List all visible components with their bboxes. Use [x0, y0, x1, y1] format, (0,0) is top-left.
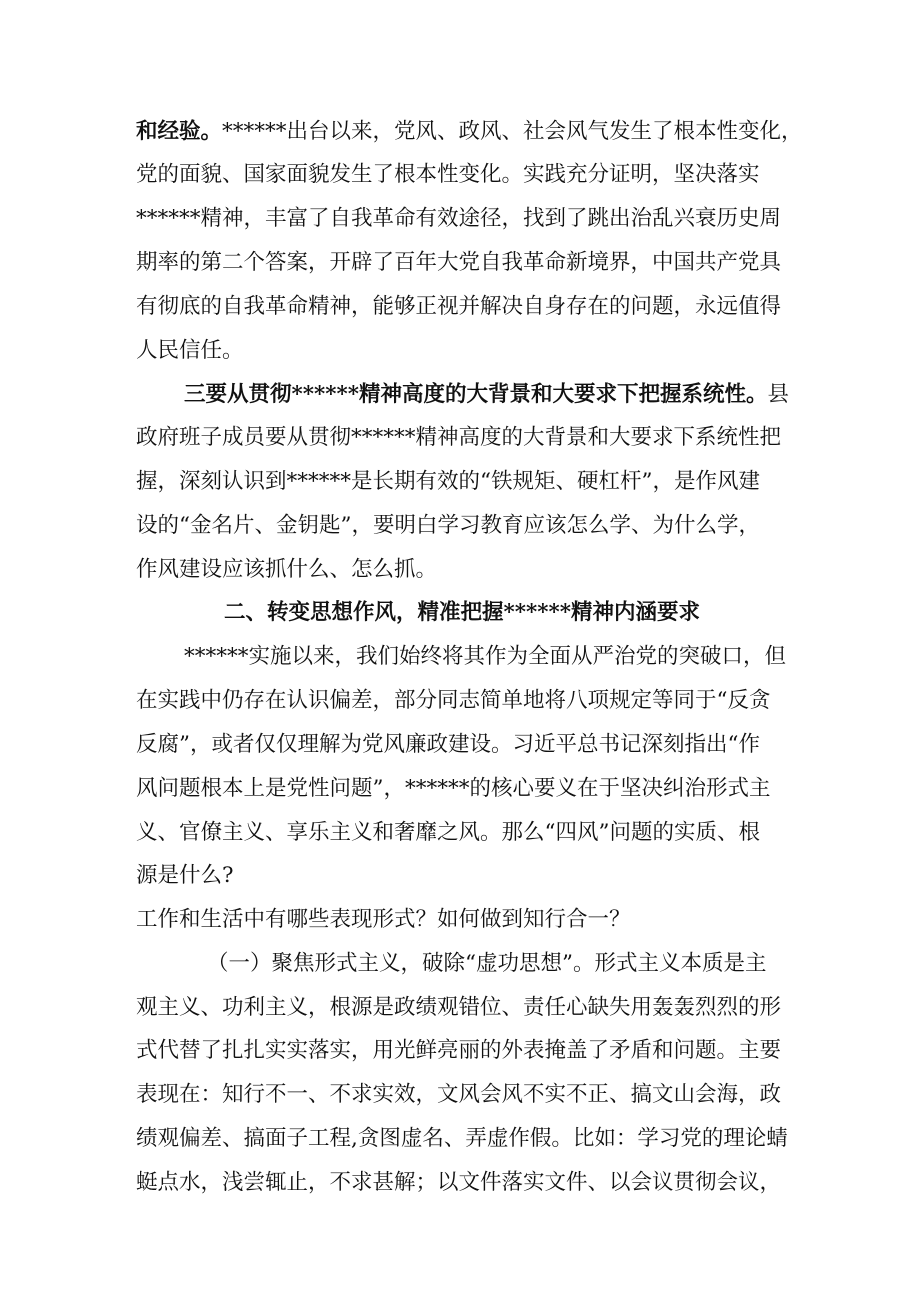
bold-lead-text: 和经验。: [136, 119, 223, 144]
paragraph-line: 观主义、功利主义，根源是政绩观错位、责任心缺失用轰轰烈烈的形: [136, 995, 782, 1020]
paragraph-line: [184, 380, 789, 410]
paragraph-line: 表现在：知行不一、不求实效，文风会风不实不正、搞文山会海，政: [136, 1082, 782, 1107]
paragraph-line: 风问题根本上是党性问题”，******的核心要义在于坚决纠治形式主: [136, 776, 771, 801]
line-text: 县: [767, 382, 789, 407]
paragraph-line: 党的面貌、国家面貌发生了根本性变化。实践充分证明，坚决落实: [136, 162, 760, 187]
paragraph-line: 绩观偏差、搞面子工程,贪图虚名、弄虚作假。比如：学习党的理论蜻: [136, 1126, 788, 1151]
bold-lead-text: 三要从贯彻******精神高度的大背景和大要求下把握系统性。: [184, 382, 768, 407]
paragraph-line: [136, 117, 803, 147]
paragraph-line: 政府班子成员要从贯彻******精神高度的大背景和大要求下系统性把: [136, 425, 782, 450]
paragraph-line: 人民信任。: [136, 338, 244, 363]
paragraph-line: 设的“金名片、金钥匙”，要明白学习教育应该怎么学、为什么学，: [136, 513, 760, 538]
paragraph-line: 反腐”，或者仅仅理解为党风廉政建设。习近平总书记深刻指出“作: [136, 732, 760, 757]
paragraph-line: 义、官僚主义、享乐主义和奢靡之风。那么“四风”问题的实质、根: [136, 820, 760, 845]
paragraph-line: 蜓点水，浅尝辄止，不求甚解；以文件落实文件、以会议贯彻会议，: [136, 1170, 782, 1195]
paragraph-line: 期率的第二个答案，开辟了百年大党自我革命新境界，中国共产党具: [136, 250, 782, 275]
line-text: ******出台以来，党风、政风、社会风气发生了根本性变化，: [222, 119, 803, 144]
paragraph-line: 握，深刻认识到******是长期有效的“铁规矩、硬杠杆”，是作风建: [136, 469, 760, 494]
paragraph-line: 有彻底的自我革命精神，能够正视并解决自身存在的问题，永远值得: [136, 294, 782, 319]
paragraph-line: ******精神，丰富了自我革命有效途径，找到了跳出治乱兴衰历史周: [136, 206, 782, 231]
paragraph-line: 源是什么?: [136, 863, 234, 888]
paragraph-line: 式代替了扎扎实实落实，用光鲜亮丽的外表掩盖了矛盾和问题。主要: [136, 1038, 782, 1063]
paragraph-line: 工作和生活中有哪些表现形式？如何做到知行合一？: [136, 907, 631, 932]
section-heading: 二、转变思想作风，精准把握******精神内涵要求: [224, 600, 700, 625]
paragraph-line: 作风建设应该抓什么、怎么抓。: [136, 557, 438, 582]
paragraph-line: 在实践中仍存在认识偏差，部分同志简单地将八项规定等同于“反贪: [136, 688, 771, 713]
paragraph-line: （一）聚焦形式主义，破除“虚功思想”。形式主义本质是主: [207, 951, 767, 976]
paragraph-line: ******实施以来，我们始终将其作为全面从严治党的突破口，但: [184, 644, 787, 669]
